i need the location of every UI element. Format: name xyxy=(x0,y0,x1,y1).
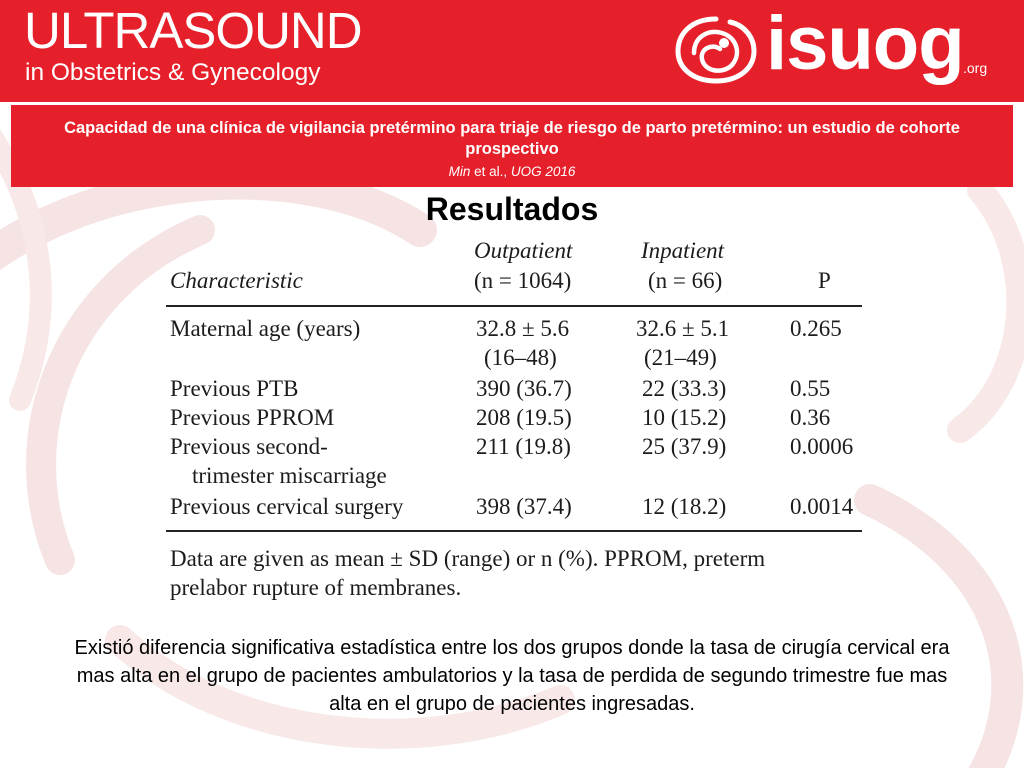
citation-mid: et al., xyxy=(470,164,511,179)
table-row-p: 0.265 xyxy=(790,316,842,341)
table-bottom-rule xyxy=(166,530,862,532)
isuog-logo-tld: .org xyxy=(963,60,988,76)
citation-journal: UOG 2016 xyxy=(510,164,576,179)
table-footnote-line1: Data are given as mean ± SD (range) or n (%). PPROM, preterm xyxy=(170,546,766,571)
table-row-characteristic: Previous second- xyxy=(170,434,328,459)
journal-title: ULTRASOUND xyxy=(24,2,362,59)
table-row-characteristic-cont: trimester miscarriage xyxy=(192,463,387,488)
table-row-inpatient: 32.6 ± 5.1 xyxy=(636,316,730,341)
table-row-outpatient: 32.8 ± 5.6 xyxy=(476,316,570,341)
table-row-characteristic: Previous PTB xyxy=(170,376,299,401)
table-row-outpatient: 390 (36.7) xyxy=(476,376,572,401)
table-row-outpatient-range: (16–48) xyxy=(484,345,557,370)
table-footnote-line2: prelabor rupture of membranes. xyxy=(170,575,462,600)
table-row-outpatient: 398 (37.4) xyxy=(476,494,572,519)
table-row-inpatient: 12 (18.2) xyxy=(642,494,727,519)
table-row-p: 0.0006 xyxy=(790,434,854,459)
table-row-inpatient: 25 (37.9) xyxy=(642,434,727,459)
conclusion-text: Existió diferencia significativa estadística entre los dos grupos donde la tasa de cirugía cervical era mas alta en el grupo de pacientes ambulatorios y la tasa de perdida de segundo trimestre fue mas alta en el grupo de pacientes ingresadas. xyxy=(74,637,950,715)
journal-subtitle: in Obstetrics & Gynecology xyxy=(25,59,321,86)
table-row-outpatient: 211 (19.8) xyxy=(476,434,571,459)
header-p: P xyxy=(818,268,831,293)
isuog-logo-icon xyxy=(672,13,760,87)
article-citation xyxy=(11,164,1013,180)
table-row-inpatient: 10 (15.2) xyxy=(642,405,727,430)
article-banner xyxy=(11,105,1013,187)
header-banner xyxy=(0,0,1024,102)
table-row-characteristic: Maternal age (years) xyxy=(170,316,361,341)
table-row-characteristic: Previous cervical surgery xyxy=(170,494,404,519)
table-row-p: 0.36 xyxy=(790,405,831,430)
citation-author: Min xyxy=(448,164,471,179)
isuog-logo-text: isuog xyxy=(766,1,964,86)
table-header-rule xyxy=(166,305,862,307)
table-row-inpatient: 22 (33.3) xyxy=(642,376,727,401)
table-row-p: 0.55 xyxy=(790,376,831,401)
table-row-characteristic: Previous PPROM xyxy=(170,405,335,430)
article-title: Capacidad de una clínica de vigilancia pretérmino para triaje de riesgo de parto pretérmino: un estudio de cohorte prospectivo xyxy=(64,119,960,158)
table-row-outpatient: 208 (19.5) xyxy=(476,405,572,430)
table-row-inpatient-range: (21–49) xyxy=(644,345,717,370)
header-outpatient-n: (n = 1064) xyxy=(474,268,572,293)
table-row-p: 0.0014 xyxy=(790,494,854,519)
header-inpatient-n: (n = 66) xyxy=(648,268,723,293)
header-inpatient: Inpatient xyxy=(641,238,725,263)
header-characteristic: Characteristic xyxy=(170,268,303,293)
results-table xyxy=(166,234,866,606)
section-heading: Resultados xyxy=(425,191,599,227)
header-outpatient: Outpatient xyxy=(474,238,573,263)
